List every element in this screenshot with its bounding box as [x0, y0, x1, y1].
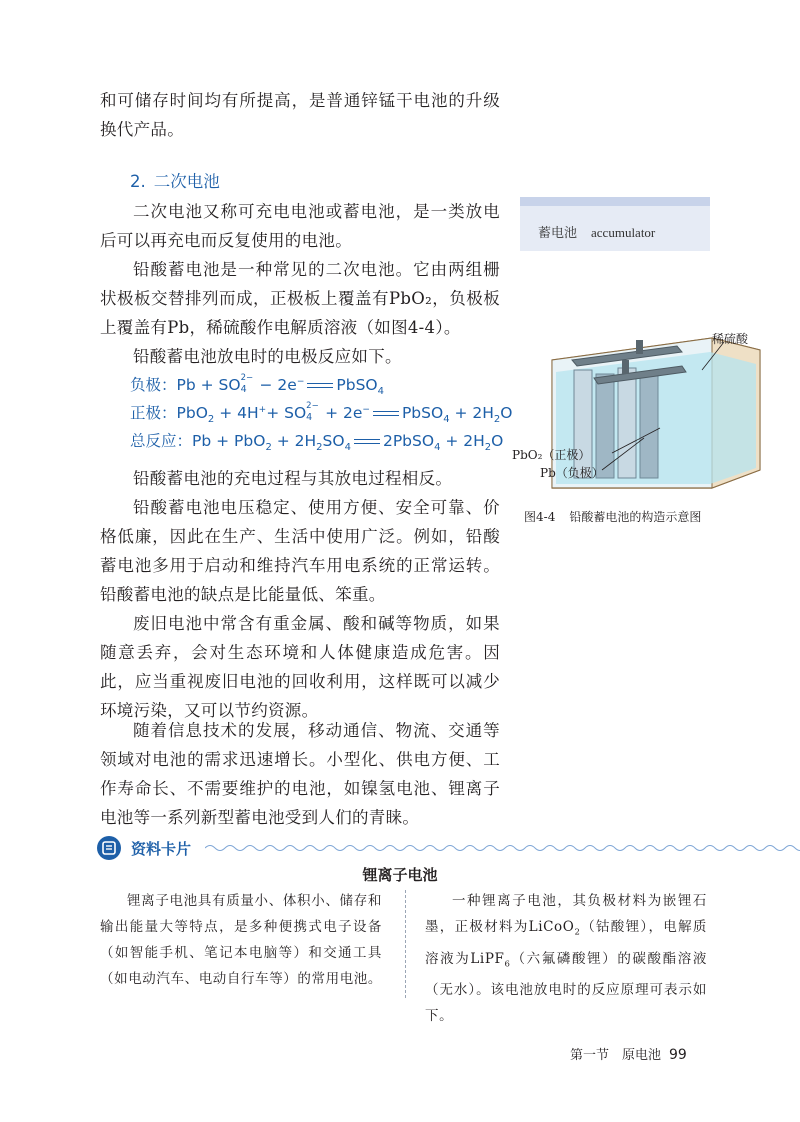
info-card-subtitle: 锂离子电池 [362, 866, 438, 884]
section-heading [130, 168, 220, 192]
paragraph-recycling: 废旧电池中常含有重金属、酸和碱等物质，如果随意丢弃，会对生态环境和人体健康造成危害。因此，应当重视废旧电池的回收利用，这样既可以减少环境污染，又可以节约资源。 [100, 614, 500, 720]
card-right-column: 一种锂离子电池，其负极材料为嵌锂石墨，正极材料为LiCoO$_2$（钴酸锂），电解质溶液为LiPF$_6$（六氟磷酸锂）的碳酸酯溶液（无水）。该电池放电时的反应原理可表示如下。 [425, 893, 707, 1025]
caption-number: 图4-4 [524, 510, 556, 524]
figure-caption [524, 508, 701, 525]
card-right-part1: 一种锂离子电池，其负极材料为嵌锂石墨，正极材料为LiCoO [425, 893, 707, 935]
paragraph-discharge-reaction: 铅酸蓄电池放电时的电极反应如下。 [133, 347, 402, 366]
paragraph-secondary-battery: 二次电池又称可充电电池或蓄电池，是一类放电后可以再充电而反复使用的电池。 [100, 202, 500, 250]
keyword-en: accumulator [591, 225, 656, 240]
equation-total-label: 总反应： [130, 432, 193, 450]
column-divider [405, 890, 406, 998]
label-sulfuric-acid: 稀硫酸 [712, 332, 749, 346]
paragraph-charging: 铅酸蓄电池的充电过程与其放电过程相反。 [133, 469, 453, 488]
info-card-header [97, 836, 717, 862]
keyword-cn: 蓄电池 [538, 226, 578, 241]
keyword-box [520, 197, 710, 251]
equation-positive-label: 正极： [130, 404, 177, 422]
wave-divider [205, 842, 800, 854]
card-right-part3: （六氟磷酸锂）的碳酸酯溶液（无水）。该电池放电时的反应原理可表示如下。 [425, 950, 707, 1025]
page-footer [570, 1044, 687, 1063]
equation-negative: 负极：Pb + SO 2− 4 − 2e− PbSO$_4$ [130, 372, 384, 398]
equation-total: 总反应：$Pb + PbO_2 + 2H_2SO_4$ 2PbSO$_4$ + $2H_2O$ [130, 432, 504, 454]
equation-negative-label: 负极： [130, 376, 177, 394]
page-number: 99 [669, 1047, 687, 1063]
card-right-part2: （钴酸锂），电解质溶液为LiPF [425, 919, 707, 967]
paragraph-demand: 随着信息技术的发展，移动通信、物流、交通等领域对电池的需求迅速增长。小型化、供电方便、工作寿命长、不需要维护的电池，如镍氢电池、锂离子电池等一系列新型蓄电池受到人们的青睐。 [100, 721, 500, 827]
label-pb-negative: Pb（负极） [540, 466, 604, 480]
section-number: 2. [130, 172, 146, 191]
paragraph-lead-acid-structure: 铅酸蓄电池是一种常见的二次电池。它由两组栅状极板交替排列而成，正极板上覆盖有PbO₂，负极板上覆盖有Pb，稀硫酸作电解质溶液（如图4-4）。 [100, 260, 500, 337]
equation-positive: 正极：PbO$_2$ + 4H++ SO 2− 4 + 2e− PbSO$_4$ + $2H_2O$ [130, 400, 513, 426]
battery-figure [512, 320, 772, 490]
section-title: 二次电池 [153, 172, 220, 191]
caption-title: 铅酸蓄电池的构造示意图 [569, 510, 702, 524]
paragraph-advantages: 铅酸蓄电池电压稳定、使用方便、安全可靠、价格低廉，因此在生产、生活中使用广泛。例如，铅酸蓄电池多用于启动和维持汽车用电系统的正常运转。铅酸蓄电池的缺点是比能量低、笨重。 [100, 498, 500, 604]
book-icon [97, 836, 121, 860]
keyword-entry [538, 222, 655, 241]
label-pbo2-positive: PbO₂（正极） [512, 448, 591, 462]
card-left-column: 锂离子电池具有质量小、体积小、储存和输出能量大等特点，是多种便携式电子设备（如智能手机、笔记本电脑等）和交通工具（如电动汽车、电动自行车等）的常用电池。 [100, 893, 382, 987]
paragraph-intro: 和可储存时间均有所提高，是普通锌锰干电池的升级换代产品。 [100, 91, 500, 139]
info-card-title: 资料卡片 [131, 840, 192, 858]
footer-section: 第一节 原电池 [570, 1048, 662, 1063]
